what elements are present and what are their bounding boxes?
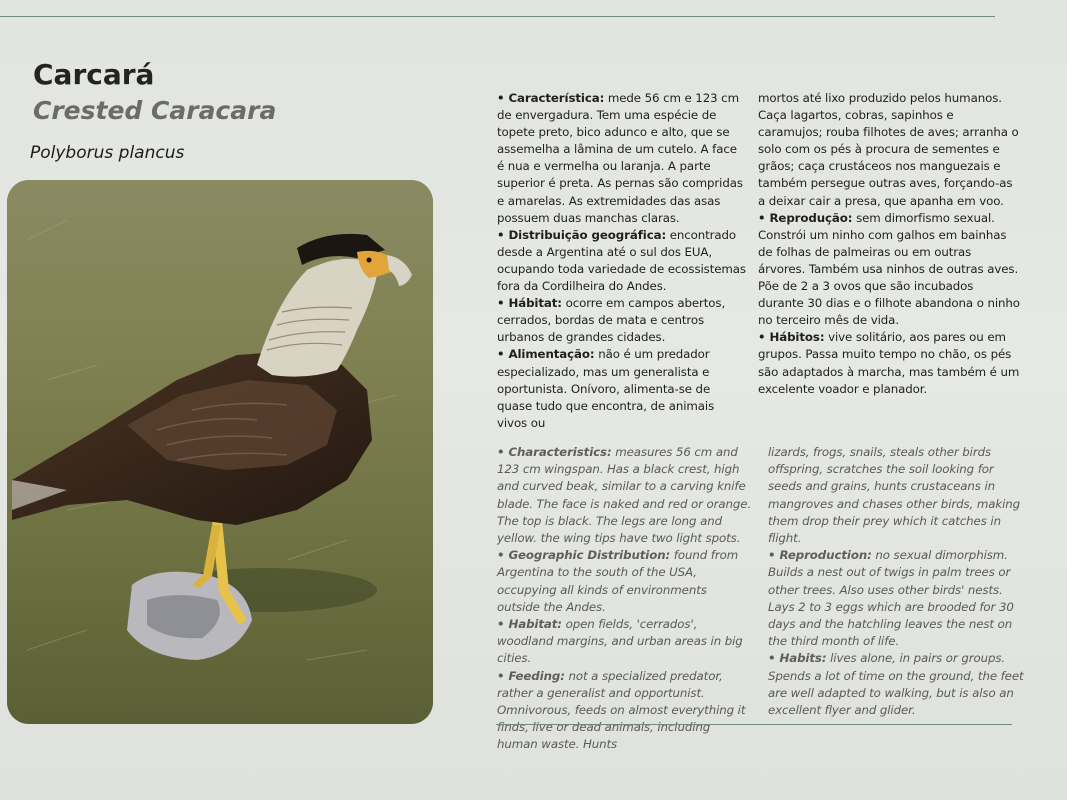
en-reproduction: • Reproduction: no sexual dimorphism. Builds a nest out of twigs in palm trees or other trees. Also uses other birds' nests. Lays 2 to 3 eggs which are brooded for 30 days and the hatchling leaves the nest on the third month of life. [768, 548, 1014, 649]
en-feeding-continued: lizards, frogs, snails, steals other birds offspring, scratches the soil looking for seeds and grains, hunts crustaceans in mangroves and chases other birds, making them drop their prey which it catches in flight. [768, 445, 1021, 546]
en-distribution: • Geographic Distribution: found from Argentina to the south of the USA, occupying all kinds of environments outside the Andes. [497, 548, 739, 614]
scientific-name: Polyborus plancus [30, 143, 185, 163]
pt-habitat: • Hábitat: ocorre em campos abertos, cerrados, bordas de mata e centros urbanos de grandes cidades. [497, 296, 726, 345]
pt-reproduction: • Reprodução: sem dimorfismo sexual. Constrói um ninho com galhos em bainhas de folhas de palmeiras ou em outras árvores. Também usa ninhos de outras aves. Põe de 2 a 3 ovos que são incubados durante 30 dias e o filhote abandona o ninho no terceiro mês de vida. [758, 210, 1020, 328]
pt-feeding-continued: mortos até lixo produzido pelos humanos. Caça lagartos, cobras, sapinhos e caramujos; rouba filhotes de aves; arranha o solo com os pés à procura de sementes e grãos; caça crustáceos nos manguezais e também persegue outras aves, forçando-as a deixar cair a presa, que apanha em voo. [758, 91, 1019, 208]
en-feeding: • Feeding: not a specialized predator, rather a generalist and opportunist. Omnivorous, feeds on almost everything it finds, live or dead animals, including human waste. Hunts [497, 668, 746, 752]
crested-caracara-photo [7, 180, 433, 724]
english-text-column-1 [497, 444, 753, 754]
top-divider [0, 16, 995, 17]
en-characteristics: • Characteristics: measures 56 cm and 123 cm wingspan. Has a black crest, high and curved beak, similar to a carving knife blade. The face is naked and red or orange. The top is black. The legs are long and yellow. the wing tips have two light spots. [497, 445, 752, 546]
common-name-portuguese: Carcará [33, 58, 155, 91]
common-name-english: Crested Caracara [33, 96, 277, 125]
pt-characteristics: • Característica: mede 56 cm e 123 cm de envergadura. Tem uma espécie de topete preto, bico adunco e alto, que se assemelha a lâmina de um cutelo. A face é nua e vermelha ou laranja. A parte superior é preta. As pernas são compridas e amarelas. As extremidades das asas possuem duas manchas claras. [497, 91, 743, 225]
en-habits: • Habits: lives alone, in pairs or groups. Spends a lot of time on the ground, the feet are well adapted to walking, but is also an excellent flyer and glider. [768, 651, 1024, 718]
pt-distribution: • Distribuição geográfica: encontrado desde a Argentina até o sul dos EUA, ocupando toda variedade de ecossistemas fora da Cordilheira do Andes. [497, 227, 746, 294]
pt-feeding: • Alimentação: não é um predador especializado, mas um generalista e oportunista. Onívoro, alimenta-se de quase tudo que encontra, de animais vivos ou [497, 347, 715, 430]
bottom-divider [496, 724, 1012, 725]
portuguese-text-column-1 [497, 90, 747, 432]
pt-habits: • Hábitos: vive solitário, aos pares ou em grupos. Passa muito tempo no chão, os pés são adaptados à marcha, mas também é um excelente voador e planador. [758, 330, 1020, 396]
portuguese-text-column-2 [758, 90, 1020, 398]
en-habitat: • Habitat: open fields, 'cerrados', woodland margins, and urban areas in big cities. [497, 617, 743, 666]
english-text-column-2 [768, 444, 1026, 719]
